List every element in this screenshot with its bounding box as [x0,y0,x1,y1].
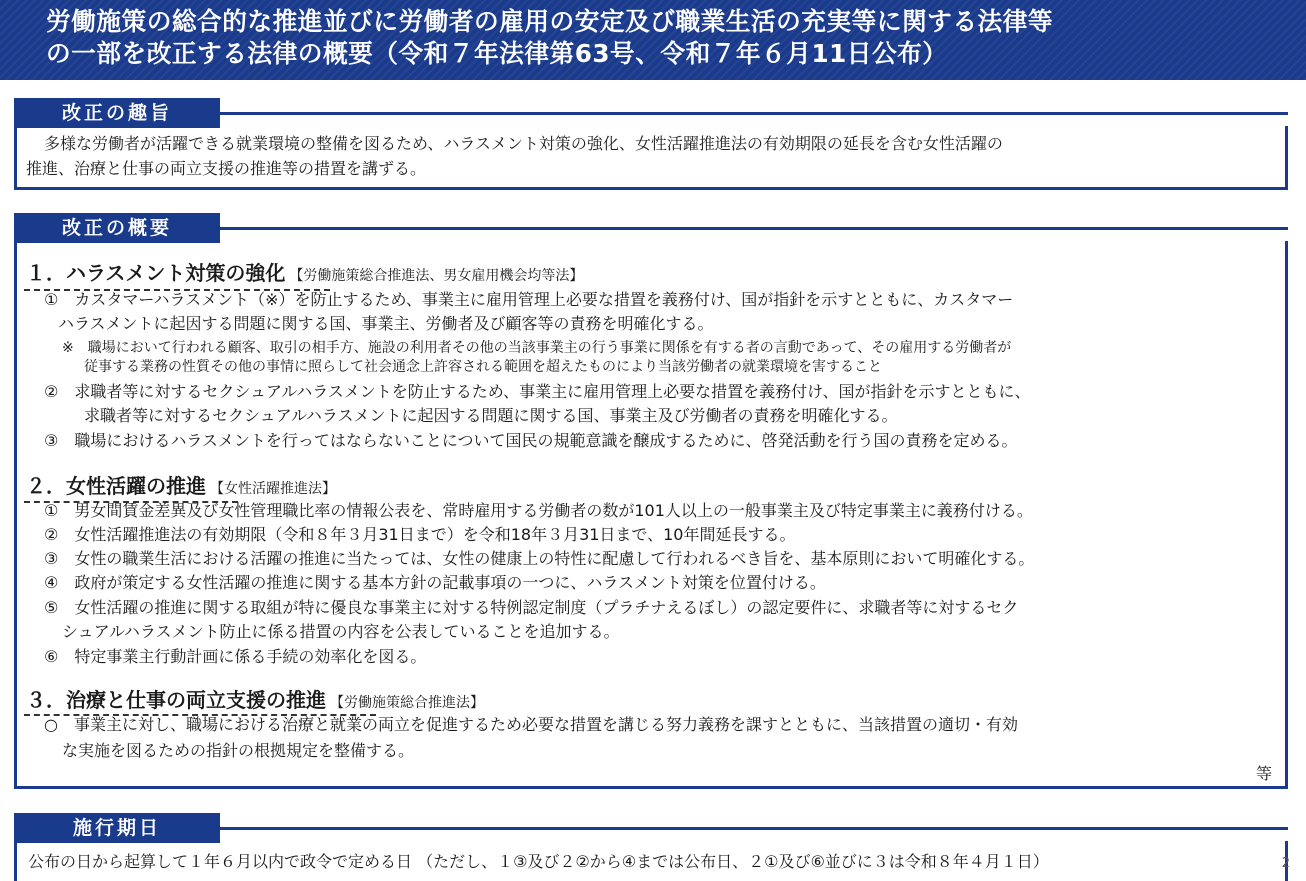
section1-item2-line1: ② 求職者等に対するセクシュアルハラスメントを防止するため、事業主に雇用管理上必要な措置を義務付け、国が指針を示すとともに、 [44,382,1031,401]
section3-title: ３．治療と仕事の両立支援の推進 [26,688,326,712]
effective-heading-rule [220,827,1288,830]
section1-heading [26,260,583,289]
purpose-heading: 改正の趣旨 [14,98,220,128]
section2-item5-line1: ⑤ 女性活躍の推進に関する取組が特に優良な事業主に対する特例認定制度（プラチナえるぼし）の認定要件に、求職者等に対するセク [44,598,1019,617]
section2-item1: ① 男女間賃金差異及び女性管理職比率の情報公表を、常時雇用する労働者の数が101人以上の一般事業主及び特定事業主に義務付ける。 [44,501,1033,520]
page-title-line2: の一部を改正する法律の概要（令和７年法律第63号、令和７年６月11日公布） [46,39,948,68]
overview-heading-rule [220,227,1288,230]
section1-item3: ③ 職場におけるハラスメントを行ってはならないことについて国民の規範意識を醸成するために、啓発活動を行う国の責務を定める。 [44,431,1018,450]
section3-item1-line2: な実施を図るための指針の根拠規定を整備する。 [62,741,415,760]
purpose-text-line2: 推進、治療と仕事の両立支援の推進等の措置を講ずる。 [26,159,427,178]
purpose-heading-rule [220,112,1288,115]
section3-item1-line1: ○ 事業主に対し、職場における治療と就業の両立を促進するため必要な措置を講じる努力義務を課すとともに、当該措置の適切・有効 [44,715,1018,734]
overview-heading: 改正の概要 [14,213,220,243]
section2-title: ２．女性活躍の推進 [26,474,206,498]
section2-item3: ③ 女性の職業生活における活躍の推進に当たっては、女性の健康上の特性に配慮して行われるべき旨を、基本原則において明確化する。 [44,549,1035,568]
section1-note-line2: 従事する業務の性質その他の事情に照らして社会通念上許容される範囲を超えたものにより当該労働者の就業環境を害すること [84,359,882,375]
page-number: 2 [1281,856,1290,871]
section1-item2-line2: 求職者等に対するセクシュアルハラスメントに起因する問題に関する国、事業主及び労働者の責務を明確化する。 [84,406,898,425]
section2-tag: 【女性活躍推進法】 [210,481,336,497]
effective-text: 公布の日から起算して１年６月以内で政令で定める日 （ただし、１③及び２②から④までは公布日、２①及び⑥並びに３は令和８年４月１日） [28,852,1049,871]
section2-item2: ② 女性活躍推進法の有効期限（令和８年３月31日まで）を令和18年３月31日まで、10年間延長する。 [44,525,796,544]
section3-heading [26,687,484,716]
section1-tag: 【労働施策総合推進法、男女雇用機会均等法】 [289,268,584,284]
section2-item4: ④ 政府が策定する女性活躍の推進に関する基本方針の記載事項の一つに、ハラスメント対策を位置付ける。 [44,573,826,592]
purpose-text-line1: 多様な労働者が活躍できる就業環境の整備を図るため、ハラスメント対策の強化、女性活躍推進法の有効期限の延長を含む女性活躍の [44,134,1003,153]
section1-title: １．ハラスメント対策の強化 [26,261,286,285]
section1-item1-line1: ① カスタマーハラスメント（※）を防止するため、事業主に雇用管理上必要な措置を義務付け、国が指針を示すとともに、カスタマー [44,290,1014,309]
section1-note-line1: ※ 職場において行われる顧客、取引の相手方、施設の利用者その他の当該事業主の行う事業に関係を有する者の言動であって、その雇用する労働者が [62,340,1012,356]
section2-item5-line2: シュアルハラスメント防止に係る措置の内容を公表していることを追加する。 [62,622,620,641]
section1-item1-line2: ハラスメントに起因する問題に関する国、事業主、労働者及び顧客等の責務を明確化する。 [58,314,714,333]
effective-heading: 施行期日 [14,813,220,843]
page-title-banner [0,0,1306,80]
page-title-line1: 労働施策の総合的な推進並びに労働者の雇用の安定及び職業生活の充実等に関する法律等 [46,7,1054,36]
section2-heading [26,473,336,502]
section3-tag: 【労働施策総合推進法】 [330,695,484,711]
section2-item6: ⑥ 特定事業主行動計画に係る手続の効率化を図る。 [44,647,427,666]
etc-label: 等 [1256,764,1273,783]
